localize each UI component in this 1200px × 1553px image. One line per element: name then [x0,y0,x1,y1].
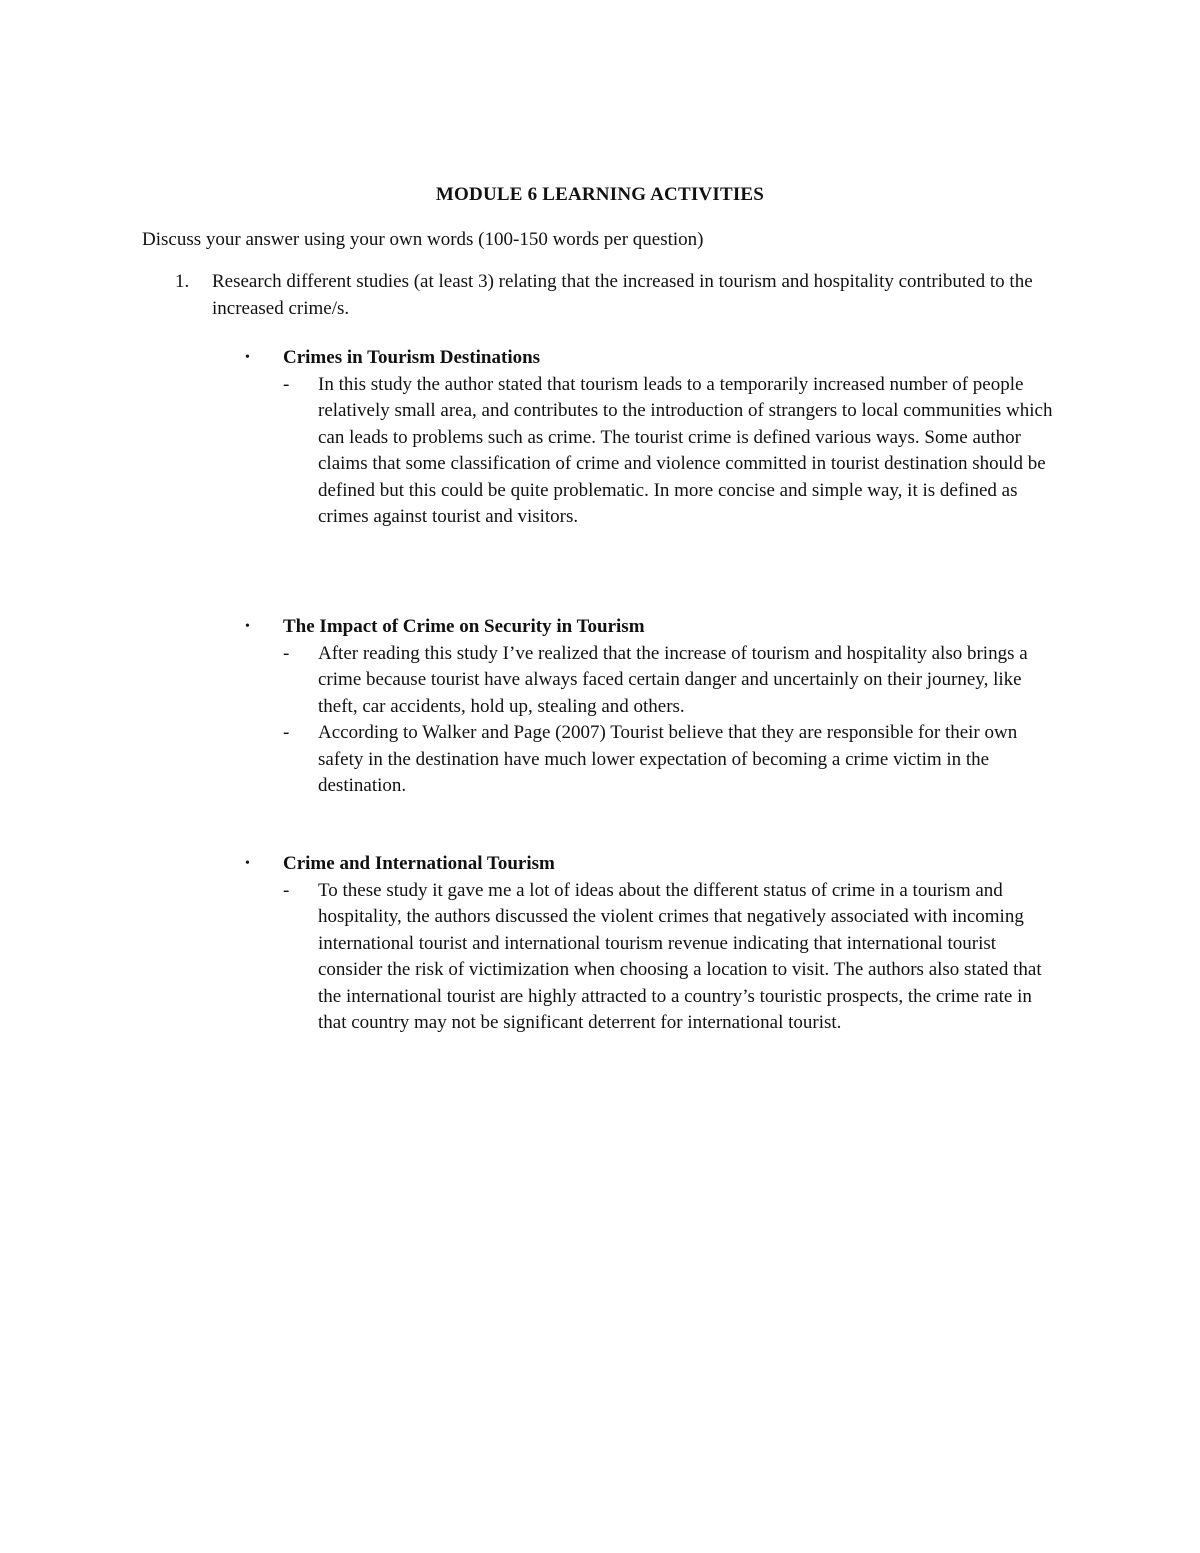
dash-marker: - [283,373,290,395]
section-crime-and-international-tourism [245,851,1085,1037]
dash-marker: - [283,879,290,901]
list-item [283,878,1085,1037]
dash-marker: - [283,642,290,664]
section-heading: The Impact of Crime on Security in Tourism [283,616,645,637]
dash-marker: - [283,722,290,743]
list-item-text: After reading this study I’ve realized that the increase of tourism and hospitality also brings a crime because tourist have always faced certain danger and uncertainly on their journey, like theft, car accidents, hold up, stealing and others. [318,642,1028,717]
list-item-text: In this study the author stated that tourism leads to a temporarily increased number of people relatively small area, and contributes to the introduction of strangers to local communities which can leads to problems such as crime. The tourist crime is defined various ways. Some author claims that some classification of crime and violence committed in tourist destination should be defined but this could be quite problematic. In more concise and simple way, it is defined as crimes against tourist and visitors. [318,373,1053,527]
section-heading: Crime and International Tourism [283,853,555,874]
document-title: MODULE 6 LEARNING ACTIVITIES [435,184,765,205]
section-impact-of-crime-on-security [245,614,1085,800]
list-item [283,372,1085,531]
list-item-text: According to Walker and Page (2007) Tourist believe that they are responsible for their own safety in the destination have much lower expectation of becoming a crime victim in the destination. [318,722,1018,796]
question-1 [175,269,1035,322]
bullet-icon: • [245,856,250,871]
list-item [283,720,1085,800]
list-item-text: To these study it gave me a lot of ideas about the different status of crime in a tourism and hospitality, the authors discussed the violent crimes that negatively associated with incoming international tourist and international tourism revenue indicating that international tourist consider the risk of victimization when choosing a location to visit. The authors also stated that the international tourist are highly attracted to a country’s touristic prospects, the crime rate in that country may not be significant deterrent for international tourist. [318,879,1042,1033]
bullet-icon: • [245,619,250,634]
section-crimes-in-tourism-destinations [245,345,1085,531]
list-item [283,641,1085,721]
question-number: 1. [175,271,190,292]
question-text: Research different studies (at least 3) relating that the increased in tourism and hospitality contributed to the increased crime/s. [212,271,1033,319]
section-heading: Crimes in Tourism Destinations [283,347,541,368]
instruction-text: Discuss your answer using your own words (100-150 words per question) [142,229,704,250]
bullet-icon: • [245,350,250,365]
